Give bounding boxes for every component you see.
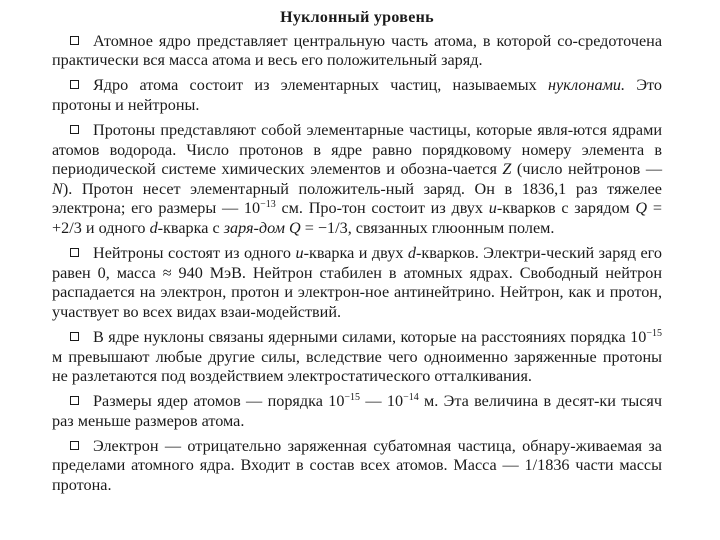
text-run: u xyxy=(488,199,497,218)
page-title: Нуклонный уровень xyxy=(280,9,434,26)
text-run: Нейтроны состоят из одного xyxy=(93,244,296,263)
paragraph xyxy=(52,121,662,239)
text-run: Это протоны и нейтроны. xyxy=(52,76,662,114)
text-run: Q xyxy=(635,199,648,218)
text-run: заря-дом Q xyxy=(223,218,301,237)
text-run: = −1/3, связанных глюонным полем. xyxy=(300,218,555,237)
exponent: −14 xyxy=(403,392,419,404)
text-run: -кварка и двух xyxy=(303,244,408,263)
paragraph xyxy=(52,392,662,431)
paragraph xyxy=(52,437,662,496)
text-run: Z xyxy=(502,160,512,179)
exponent: −13 xyxy=(260,199,276,211)
square-bullet-icon xyxy=(70,125,79,134)
text-run: -кварка с xyxy=(157,218,224,237)
text-run: Ядро атома состоит из элементарных частиц, называемых xyxy=(93,76,548,95)
text-run: Размеры ядер атомов — порядка 10 xyxy=(93,392,345,411)
text-run: ). Протон несет элементарный положитель-ный заряд. Он в 1836,1 раз тяжелее электрона; его размеры — 10 xyxy=(52,179,662,218)
paragraph xyxy=(52,244,662,322)
text-run: нуклонами. xyxy=(547,76,626,95)
text-run: — 10 xyxy=(360,392,404,411)
exponent: −15 xyxy=(344,392,361,404)
square-bullet-icon xyxy=(70,441,79,450)
text-run: -кварков. Электри-ческий заряд его равен 0, масса ≈ 940 МэВ. Нейтрон стабилен в атомных ядрах. Свободный нейтрон распадается на электрон, протон и электрон-ное антинейтрино. Нейтрон, как и протон, участвует во всех видах взаи-модействий. xyxy=(52,244,662,321)
text-run: (число нейтронов — xyxy=(511,160,663,179)
text-run: -кварков с зарядом xyxy=(496,199,636,218)
text-run: d xyxy=(407,244,417,263)
paragraph xyxy=(52,328,662,387)
paragraph-list xyxy=(52,32,662,496)
text-run: Атомное ядро представляет центральную часть атома, в которой со-средоточена практически вся масса атома и весь его положительный заряд. xyxy=(52,31,662,70)
text-run: м. Эта величина в десят-ки тысяч раз меньше размеров атома. xyxy=(52,392,663,430)
square-bullet-icon xyxy=(70,396,79,405)
text-run: см. Про-тон состоит из двух xyxy=(275,199,489,218)
paragraph xyxy=(52,32,662,71)
text-run: = +2/3 и одного xyxy=(52,199,662,237)
text-run: Протоны представляют собой элементарные частицы, которые явля-ются ядрами атомов водорода. Число протонов в ядре равно порядковому номеру элемента в периодической системе химических элементов и обозна-чается xyxy=(52,120,662,179)
text-run: Электрон — отрицательно заряженная субатомная частица, обнару-живаемая за пределами атомного ядра. Входит в состав всех атомов. Масса — 1/1836 части массы протона. xyxy=(52,436,662,495)
text-run: N xyxy=(52,179,63,198)
text-run: d xyxy=(149,218,158,237)
text-run: В ядре нуклоны связаны ядерными силами, которые на расстояниях порядка 10 xyxy=(93,327,647,346)
square-bullet-icon xyxy=(70,36,79,45)
paragraph xyxy=(52,76,662,115)
exponent: −15 xyxy=(646,327,662,339)
square-bullet-icon xyxy=(70,332,79,341)
document-page xyxy=(52,8,662,501)
text-run: м превышают любые другие силы, вследствие чего одноименно заряженные протоны не разлетаются под воздействием электростатического отталкивания. xyxy=(52,347,662,386)
square-bullet-icon xyxy=(70,248,79,257)
square-bullet-icon xyxy=(70,80,79,89)
text-run: u xyxy=(295,244,304,263)
